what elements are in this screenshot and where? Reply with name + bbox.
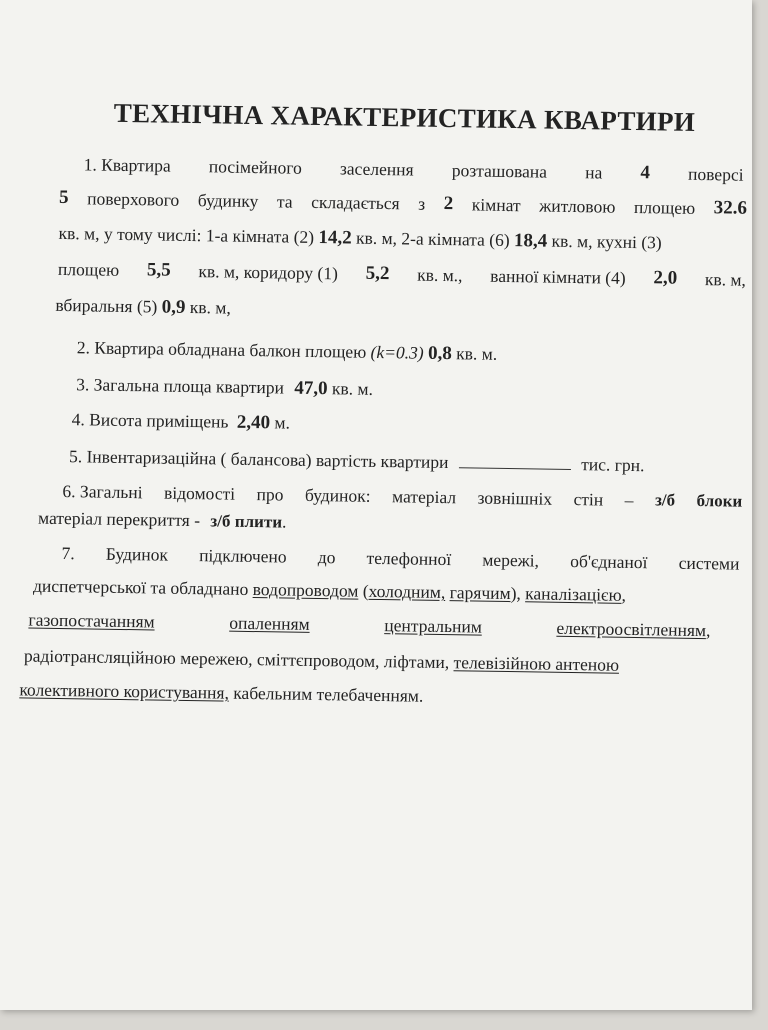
p7-line-1 <box>61 542 739 575</box>
p7-word: підключено <box>199 545 287 567</box>
p6-word: зовнішніх <box>477 487 553 509</box>
p1-word: на <box>585 162 603 183</box>
p7-text: радіотрансляційною мережею, сміттєпроводом, ліфтами, <box>23 645 450 673</box>
p6-word: матеріал <box>391 486 457 508</box>
wall-material-value: блоки <box>696 490 743 511</box>
p7-line-4 <box>24 644 619 675</box>
p1-word: посімейного <box>208 156 302 178</box>
sewerage-item: каналізацією <box>525 583 622 605</box>
p3-text: 3. Загальна площа квартири <box>76 374 285 398</box>
heating-item: опаленням <box>229 612 310 634</box>
inventory-value-blank <box>459 453 571 470</box>
p7-line-2 <box>33 575 626 606</box>
p6-line-2 <box>38 507 287 534</box>
electric-lighting-item: електроосвітленням <box>556 617 707 641</box>
p4-line <box>71 408 290 434</box>
p7-line-5 <box>19 678 423 706</box>
p1-line-2 <box>59 187 747 220</box>
p1-word: ванної кімнати (4) <box>490 265 626 288</box>
p7-text: диспетчерської та обладнано <box>32 575 249 599</box>
p7-word: до <box>317 547 336 568</box>
p1-text: кв. м, кухні (3) <box>551 230 662 253</box>
p1-word: площею <box>57 258 120 280</box>
p2-unit: кв. м. <box>456 343 498 364</box>
floors-total-value: 5 <box>58 186 69 209</box>
cold-water-item: холодним, <box>368 580 446 603</box>
p6-word: стін <box>573 489 604 510</box>
p1-word: та <box>276 191 293 212</box>
rooms-count-value: 2 <box>443 192 454 215</box>
p1-word: розташована <box>451 160 548 182</box>
collective-use-item: колективного користування, <box>19 679 230 703</box>
p1-line-5 <box>55 294 231 320</box>
hot-water-item: гарячим <box>449 582 511 604</box>
p7-word: Будинок <box>105 543 169 565</box>
p4-text: 4. Висота приміщень <box>71 409 229 432</box>
p7-word: телефонної <box>366 547 452 570</box>
p1-word: кімнат <box>471 194 521 216</box>
floor-slab-value: плити <box>234 511 283 532</box>
corridor-area-value: 5,2 <box>365 262 390 285</box>
p1-word: поверхового <box>87 188 180 210</box>
p1-line-4 <box>58 258 746 291</box>
p5-line <box>69 445 645 476</box>
p7-word: мережі, <box>482 549 540 571</box>
p5-text: 5. Інвентаризаційна ( балансова) вартість квартири <box>68 446 449 473</box>
p1-word: будинку <box>197 190 259 212</box>
p7-word: об'єднаної <box>570 551 648 573</box>
p7-text: , <box>705 620 711 641</box>
water-supply-item: водопроводом <box>252 579 359 601</box>
p1-text: вбиральня (5) <box>55 294 158 317</box>
p1-word: площею <box>633 196 696 218</box>
total-area-value: 47,0 <box>294 377 328 400</box>
p1-text: кв. м, у тому числі: 1-а кімната (2) <box>58 222 315 247</box>
living-area-value: 32.6 <box>713 197 748 219</box>
p7-word: 7. <box>61 543 75 564</box>
p3-unit: кв. м. <box>331 378 374 399</box>
room1-area-value: 14,2 <box>318 227 352 249</box>
p6-word: будинок: <box>304 484 371 506</box>
p1-line-3 <box>58 222 662 254</box>
p1-word: 1. Квартира <box>83 154 171 176</box>
p1-word: поверсі <box>687 163 744 185</box>
central-item: центральним <box>384 615 483 637</box>
p1-word: кв. м., <box>417 264 463 286</box>
p6-word: про <box>256 484 284 505</box>
p7-text: ( <box>362 580 369 601</box>
p4-unit: м. <box>274 412 291 433</box>
kitchen-area-value: 5,5 <box>146 259 171 281</box>
room2-area-value: 18,4 <box>513 230 548 252</box>
p7-word: системи <box>678 552 740 574</box>
p6-word: відомості <box>163 482 236 504</box>
p6-word: – <box>624 489 634 510</box>
floor-slab-type: з/б <box>210 511 231 531</box>
p7-text: ), <box>510 583 522 604</box>
p1-text: кв. м, <box>189 297 231 318</box>
wall-material-type: з/б <box>654 490 676 510</box>
gas-supply-item: газопостачанням <box>28 609 155 632</box>
balcony-area-value: 0,8 <box>427 342 453 365</box>
p1-text: кв. м, 2-а кімната (6) <box>355 227 510 251</box>
p7-line-3 <box>28 609 710 642</box>
p5-unit: тис. грн. <box>581 454 645 476</box>
p7-text: кабельним телебаченням. <box>233 682 424 706</box>
floor-value: 4 <box>640 162 651 184</box>
p1-word: складається <box>311 191 400 214</box>
p6-text: . <box>281 511 287 532</box>
p2-line <box>77 336 498 366</box>
tv-antenna-item: телевізійною антеною <box>453 652 620 675</box>
p1-word: житловою <box>539 195 616 217</box>
p6-text: матеріал перекриття - <box>37 507 201 531</box>
bathroom-area-value: 2,0 <box>653 267 678 289</box>
balcony-coefficient: (k=0.3) <box>370 341 424 363</box>
p1-word: з <box>418 193 426 214</box>
p3-line <box>76 373 373 401</box>
ceiling-height-value: 2,40 <box>236 411 271 434</box>
toilet-area-value: 0,9 <box>161 296 186 318</box>
p1-word: заселення <box>339 158 414 180</box>
document-title: ТЕХНІЧНА ХАРАКТЕРИСТИКА КВАРТИРИ <box>113 97 696 137</box>
p6-word: 6. Загальні <box>62 481 143 503</box>
p7-text: , <box>621 584 627 605</box>
p1-line-1 <box>83 153 743 185</box>
p1-word: кв. м, коридору (1) <box>198 261 339 284</box>
p1-word: кв. м, <box>704 269 747 290</box>
p2-text: 2. Квартира обладнана балкон площею <box>76 337 367 362</box>
